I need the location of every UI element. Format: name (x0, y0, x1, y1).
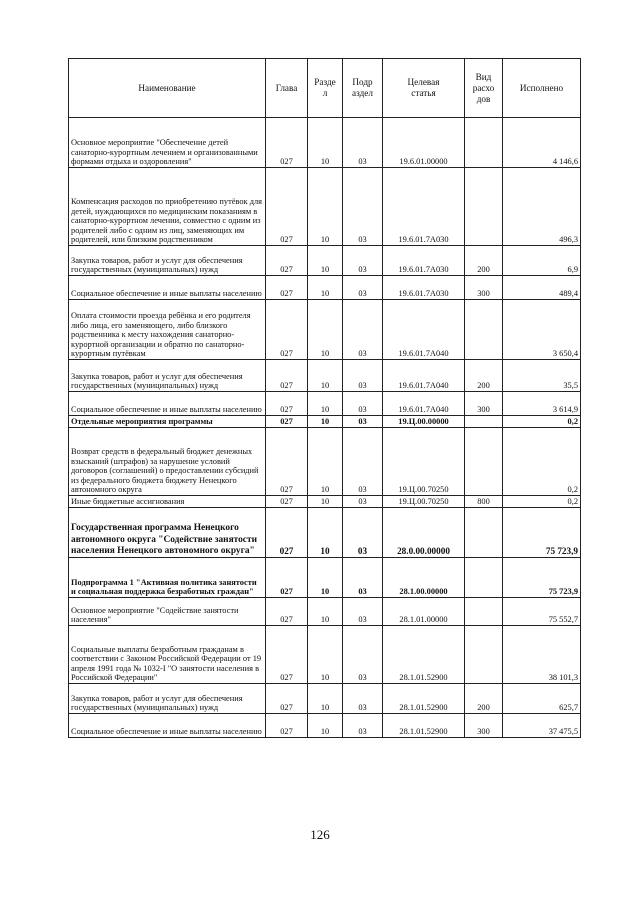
page-number: 126 (310, 827, 330, 842)
table-row (69, 626, 581, 684)
cell-target: 19.6.01.7А030 (383, 168, 465, 246)
table-row (69, 392, 581, 416)
cell-section: 10 (308, 598, 343, 626)
cell-chapter: 027 (266, 276, 308, 300)
cell-subsection: 03 (343, 360, 383, 392)
cell-type (465, 168, 503, 246)
cell-type: 300 (465, 276, 503, 300)
cell-chapter: 027 (266, 714, 308, 738)
table-row (69, 508, 581, 558)
cell-target: 28.1.01.52900 (383, 626, 465, 684)
table-header-row (69, 59, 581, 118)
cell-type (465, 598, 503, 626)
cell-subsection: 03 (343, 246, 383, 276)
header-section: Разде л (308, 59, 343, 118)
cell-type (465, 558, 503, 598)
cell-chapter: 027 (266, 360, 308, 392)
cell-chapter: 027 (266, 626, 308, 684)
cell-name: Отдельные мероприятия программы (69, 416, 266, 428)
cell-target: 19.Ц.00.00000 (383, 416, 465, 428)
cell-subsection: 03 (343, 300, 383, 360)
cell-done: 75 552,7 (503, 598, 581, 626)
table-row (69, 168, 581, 246)
cell-target: 19.6.01.7А030 (383, 246, 465, 276)
cell-name: Закупка товаров, работ и услуг для обеспечения государственных (муниципальных) нужд (69, 360, 266, 392)
cell-section: 10 (308, 246, 343, 276)
cell-name: Закупка товаров, работ и услуг для обеспечения государственных (муниципальных) нужд (69, 684, 266, 714)
cell-done: 3 614,9 (503, 392, 581, 416)
header-type: Вид расхо дов (465, 59, 503, 118)
cell-name: Закупка товаров, работ и услуг для обеспечения государственных (муниципальных) нужд (69, 246, 266, 276)
cell-done: 489,4 (503, 276, 581, 300)
cell-type: 200 (465, 360, 503, 392)
cell-name: Иные бюджетные ассигнования (69, 496, 266, 508)
cell-section: 10 (308, 416, 343, 428)
header-chapter: Глава (266, 59, 308, 118)
cell-target: 19.6.01.7А040 (383, 360, 465, 392)
cell-subsection: 03 (343, 684, 383, 714)
cell-chapter: 027 (266, 118, 308, 168)
cell-name: Государственная программа Ненецкого автономного округа "Содействие занятости населения Ненецкого автономного округа" (69, 508, 266, 558)
table-row (69, 246, 581, 276)
cell-section: 10 (308, 428, 343, 496)
cell-chapter: 027 (266, 392, 308, 416)
cell-subsection: 03 (343, 168, 383, 246)
cell-type (465, 508, 503, 558)
cell-section: 10 (308, 684, 343, 714)
table-row (69, 118, 581, 168)
cell-section: 10 (308, 714, 343, 738)
cell-subsection: 03 (343, 416, 383, 428)
cell-name: Социальное обеспечение и иные выплаты населению (69, 714, 266, 738)
cell-subsection: 03 (343, 428, 383, 496)
cell-type (465, 428, 503, 496)
cell-target: 19.6.01.7А040 (383, 300, 465, 360)
cell-section: 10 (308, 276, 343, 300)
cell-chapter: 027 (266, 508, 308, 558)
cell-type (465, 416, 503, 428)
cell-chapter: 027 (266, 428, 308, 496)
cell-type (465, 626, 503, 684)
cell-target: 28.1.01.00000 (383, 598, 465, 626)
cell-section: 10 (308, 508, 343, 558)
cell-chapter: 027 (266, 168, 308, 246)
cell-done: 496,3 (503, 168, 581, 246)
cell-type: 200 (465, 246, 503, 276)
cell-target: 19.6.01.7А040 (383, 392, 465, 416)
cell-section: 10 (308, 558, 343, 598)
table-body (69, 118, 581, 738)
cell-chapter: 027 (266, 416, 308, 428)
cell-subsection: 03 (343, 626, 383, 684)
cell-subsection: 03 (343, 496, 383, 508)
cell-name: Социальные выплаты безработным гражданам в соответствии с Законом Российской Федерации от 19 апреля 1991 года № 1032-I "О занятости населения в Российской Федерации" (69, 626, 266, 684)
cell-target: 28.1.01.52900 (383, 684, 465, 714)
header-subsection: Подр аздел (343, 59, 383, 118)
cell-done: 75 723,9 (503, 508, 581, 558)
budget-table (68, 58, 581, 738)
cell-type: 800 (465, 496, 503, 508)
table-row (69, 416, 581, 428)
cell-target: 19.6.01.7А030 (383, 276, 465, 300)
cell-type: 300 (465, 392, 503, 416)
cell-subsection: 03 (343, 508, 383, 558)
cell-done: 0,2 (503, 416, 581, 428)
cell-chapter: 027 (266, 246, 308, 276)
cell-target: 28.1.00.00000 (383, 558, 465, 598)
table-row (69, 276, 581, 300)
cell-type (465, 118, 503, 168)
header-name: Наименование (69, 59, 266, 118)
cell-name: Возврат средств в федеральный бюджет денежных взысканий (штрафов) за нарушение условий договоров (соглашений) о предоставлении субсидий из федерального бюджета бюджету Ненецкого автономного округа (69, 428, 266, 496)
cell-subsection: 03 (343, 714, 383, 738)
cell-section: 10 (308, 626, 343, 684)
cell-name: Оплата стоимости проезда ребёнка и его родителя либо лица, его заменяющего, либо близкого родственника к месту нахождения санаторно-курортной организации и обратно по санаторно-курортным путёвкам (69, 300, 266, 360)
cell-subsection: 03 (343, 276, 383, 300)
cell-name: Компенсация расходов по приобретению путёвок для детей, нуждающихся по медицинским показаниям в санаторно-курортном лечении, совместно с одним из родителей либо с одним из лиц, заменяющих им родителей, или близким родственником (69, 168, 266, 246)
cell-done: 6,9 (503, 246, 581, 276)
cell-target: 19.Ц.00.70250 (383, 496, 465, 508)
table-row (69, 714, 581, 738)
cell-chapter: 027 (266, 558, 308, 598)
table-row (69, 496, 581, 508)
cell-done: 0,2 (503, 496, 581, 508)
cell-name: Социальное обеспечение и иные выплаты населению (69, 276, 266, 300)
table-row (69, 300, 581, 360)
cell-target: 28.1.01.52900 (383, 714, 465, 738)
cell-done: 625,7 (503, 684, 581, 714)
cell-done: 3 650,4 (503, 300, 581, 360)
cell-section: 10 (308, 496, 343, 508)
cell-section: 10 (308, 392, 343, 416)
cell-done: 0,2 (503, 428, 581, 496)
cell-done: 35,5 (503, 360, 581, 392)
cell-subsection: 03 (343, 118, 383, 168)
cell-subsection: 03 (343, 598, 383, 626)
cell-name: Основное мероприятие "Содействие занятости населения" (69, 598, 266, 626)
cell-type: 300 (465, 714, 503, 738)
cell-target: 28.0.00.00000 (383, 508, 465, 558)
table-row (69, 598, 581, 626)
table-row (69, 558, 581, 598)
cell-section: 10 (308, 168, 343, 246)
cell-name: Основное мероприятие "Обеспечение детей санаторно-курортным лечением и организованными формами отдыха и оздоровления" (69, 118, 266, 168)
cell-chapter: 027 (266, 300, 308, 360)
cell-done: 38 101,3 (503, 626, 581, 684)
cell-name: Подпрограмма 1 "Активная политика занятости и социальная поддержка безработных граждан" (69, 558, 266, 598)
cell-chapter: 027 (266, 684, 308, 714)
table-row (69, 684, 581, 714)
cell-section: 10 (308, 300, 343, 360)
cell-chapter: 027 (266, 496, 308, 508)
cell-done: 37 475,5 (503, 714, 581, 738)
cell-subsection: 03 (343, 558, 383, 598)
header-target: Целевая статья (383, 59, 465, 118)
header-done: Исполнено (503, 59, 581, 118)
cell-done: 75 723,9 (503, 558, 581, 598)
cell-subsection: 03 (343, 392, 383, 416)
table-row (69, 360, 581, 392)
cell-target: 19.Ц.00.70250 (383, 428, 465, 496)
table-row (69, 428, 581, 496)
cell-type: 200 (465, 684, 503, 714)
cell-target: 19.6.01.00000 (383, 118, 465, 168)
cell-section: 10 (308, 118, 343, 168)
cell-type (465, 300, 503, 360)
cell-name: Социальное обеспечение и иные выплаты населению (69, 392, 266, 416)
cell-chapter: 027 (266, 598, 308, 626)
cell-section: 10 (308, 360, 343, 392)
cell-done: 4 146,6 (503, 118, 581, 168)
